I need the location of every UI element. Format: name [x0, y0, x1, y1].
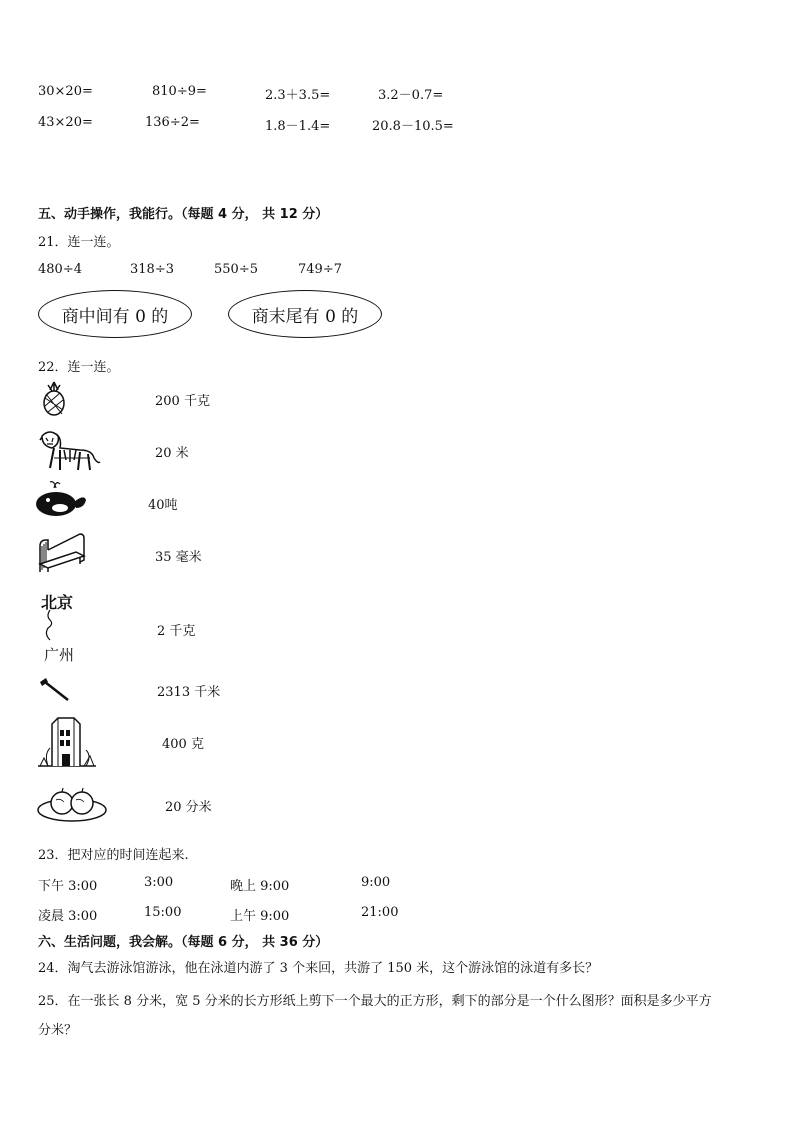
measure-value: 2 千克	[157, 624, 196, 639]
calc-item: 43×20=	[38, 115, 93, 130]
nail-icon	[38, 676, 72, 702]
time-item: 3:00	[144, 875, 174, 890]
expression: 318÷3	[130, 262, 174, 277]
expression: 749÷7	[298, 262, 342, 277]
time-item: 15:00	[144, 905, 182, 920]
measure-value: 2313 千米	[157, 685, 221, 700]
calc-item: 20.8－10.5=	[372, 119, 454, 134]
question-title: 22．连一连。	[38, 360, 120, 375]
time-item: 9:00	[361, 875, 391, 890]
measure-value: 20 分米	[165, 800, 212, 815]
bed-icon	[36, 530, 88, 574]
expression: 480÷4	[38, 262, 82, 277]
measure-value: 20 米	[155, 446, 189, 461]
measure-value: 40吨	[148, 498, 178, 513]
pineapple-icon	[36, 380, 72, 416]
calc-item: 3.2－0.7=	[378, 88, 444, 103]
map-city-label: 广州	[44, 646, 75, 664]
measure-value: 35 毫米	[155, 550, 202, 565]
calc-item: 810÷9=	[152, 84, 207, 99]
oval-end-zero	[228, 290, 382, 338]
route-line-icon	[38, 608, 88, 642]
measure-value: 200 千克	[155, 394, 210, 409]
time-item: 上午 9:00	[230, 909, 290, 924]
measure-value: 400 克	[162, 737, 204, 752]
section-heading: 五、动手操作，我能行。（每题 4 分， 共 12 分）	[38, 207, 329, 222]
map-city-label: 北京	[41, 593, 74, 612]
oval-middle-zero	[38, 290, 192, 338]
question-text: 分米？	[38, 1023, 78, 1038]
oval-label: 商中间有 0 的	[61, 306, 169, 327]
question-title: 21．连一连。	[38, 235, 120, 250]
building-icon	[36, 714, 98, 768]
time-item: 晚上 9:00	[230, 879, 290, 894]
tiger-icon	[36, 428, 102, 474]
calc-item: 1.8－1.4=	[265, 119, 331, 134]
oval-label: 商末尾有 0 的	[251, 306, 359, 327]
apples-plate-icon	[36, 786, 108, 824]
time-item: 21:00	[361, 905, 399, 920]
question-text: 24．淘气去游泳馆游泳，他在泳道内游了 3 个来回，共游了 150 米，这个游泳馆的泳道有多长？	[38, 961, 599, 976]
question-text: 25．在一张长 8 分米，宽 5 分米的长方形纸上剪下一个最大的正方形，剩下的部分是一个什么图形？面积是多少平方	[38, 994, 712, 1009]
map-route-icon	[38, 590, 88, 662]
calc-item: 2.3＋3.5=	[265, 88, 331, 103]
whale-icon	[34, 478, 88, 520]
question-title: 23．把对应的时间连起来.	[38, 848, 189, 863]
calc-item: 136÷2=	[145, 115, 200, 130]
time-item: 下午 3:00	[38, 879, 98, 894]
calc-item: 30×20=	[38, 84, 93, 99]
section-heading: 六、生活问题，我会解。（每题 6 分， 共 36 分）	[38, 935, 329, 950]
expression: 550÷5	[214, 262, 258, 277]
time-item: 凌晨 3:00	[38, 909, 98, 924]
